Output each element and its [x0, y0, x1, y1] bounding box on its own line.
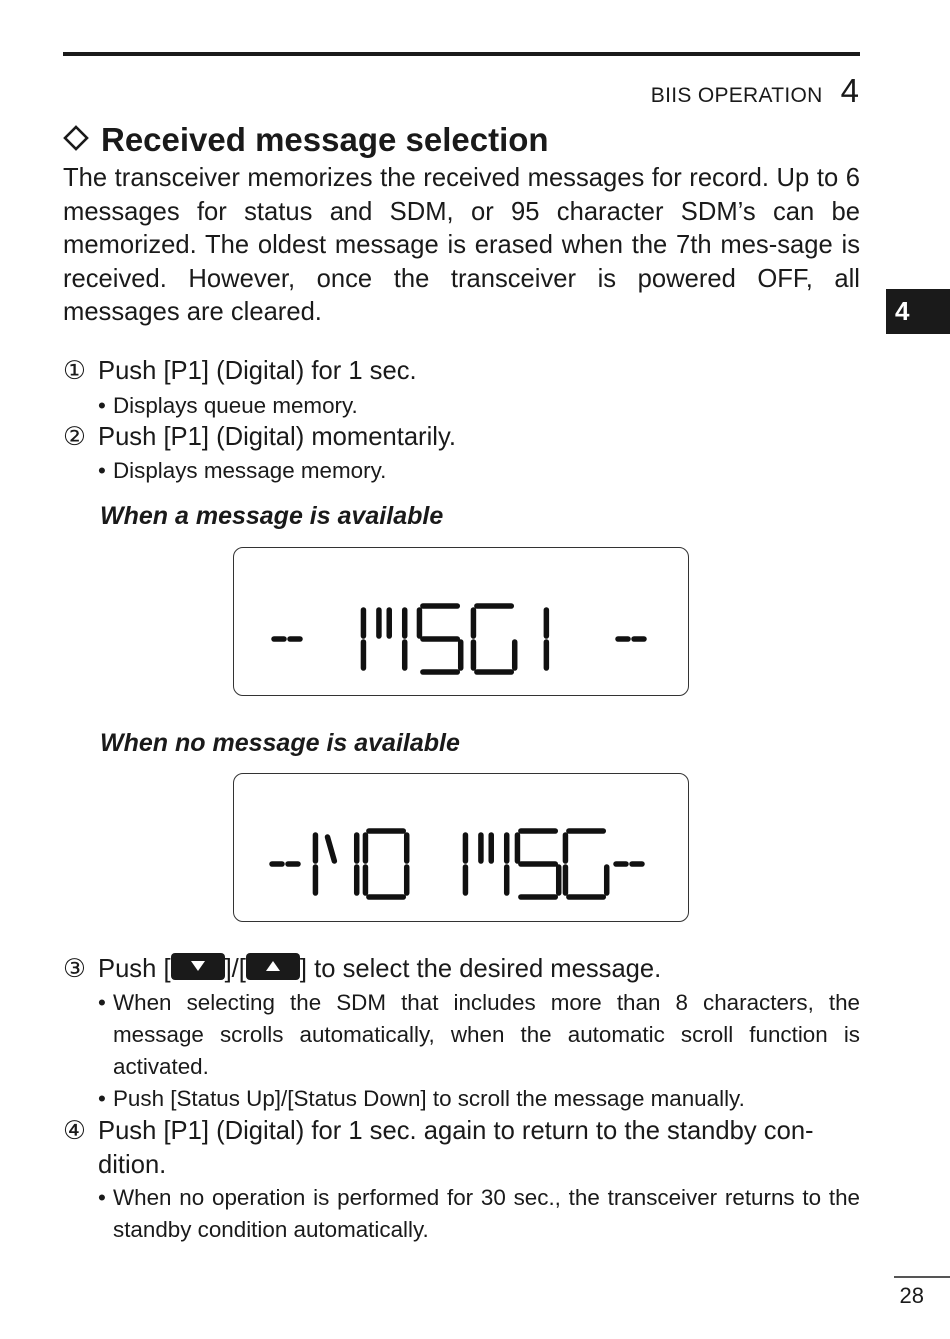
step-4-number: ④ [63, 1117, 86, 1145]
lcd-segments [234, 548, 690, 697]
down-key-icon [171, 953, 225, 980]
step-3-number: ③ [63, 955, 86, 983]
running-head-section: BIIS OPERATION [650, 84, 823, 107]
running-head [651, 72, 859, 110]
diamond-icon [63, 121, 91, 159]
bullet-text: Displays message memory. [113, 458, 387, 483]
bullet-text: Push [Status Up]/[Status Down] to scroll the message manually. [113, 1086, 745, 1111]
bullet-dot: • [98, 393, 106, 418]
lcd-display-no-message [233, 773, 689, 922]
footer-rule [894, 1276, 950, 1278]
lcd-display-message-available [233, 547, 689, 696]
bullet-dot: • [98, 1185, 106, 1210]
section-title-text: Received message selection [101, 121, 549, 158]
step-1-number: ① [63, 357, 86, 385]
bullet-text: Displays queue memory. [113, 393, 358, 418]
section-title [63, 121, 549, 159]
lcd-segments [234, 774, 690, 923]
bullet-text: When no operation is performed for 30 sec., the transceiver returns to the standby condition automatically. [113, 1185, 860, 1242]
lcd-char-n-segment [327, 837, 334, 861]
display-caption-available: When a message is available [100, 502, 444, 530]
display-caption-no-message: When no message is available [100, 729, 460, 757]
step-4 [63, 1115, 860, 1182]
step-4-text-line-1: Push [P1] (Digital) for 1 sec. again to return to the standby con- [98, 1117, 814, 1145]
step-3-bullet-1 [98, 987, 860, 1083]
bullet-dot: • [98, 990, 106, 1015]
step-4-text-line-2: dition. [98, 1150, 167, 1179]
step-2-number: ② [63, 423, 86, 451]
step-2-text: Push [P1] (Digital) momentarily. [98, 423, 456, 451]
bullet-dot: • [98, 1086, 106, 1111]
step-1-text: Push [P1] (Digital) for 1 sec. [98, 357, 417, 385]
bullet-text: When selecting the SDM that includes more than 8 characters, the message scrolls automatically, when the automatic scroll function is activated. [113, 990, 860, 1079]
step-1 [63, 355, 860, 389]
step-3-text-before: Push [ [98, 955, 171, 983]
header-rule [63, 52, 860, 56]
page-number: 28 [899, 1283, 924, 1308]
step-1-bullet-1 [98, 390, 860, 422]
intro-paragraph: The transceiver memorizes the received messages for record. Up to 6 messages for status and SDM, or 95 character SDM’s can be memorized. The oldest message is erased when the 7th mes-sage is received. However, once the transceiver is powered OFF, all messages are cleared. [63, 164, 860, 326]
step-3-text-after: ] to select the desired message. [299, 955, 662, 983]
step-3-text-middle: ]/[ [224, 955, 246, 983]
step-2 [63, 421, 860, 455]
step-3-bullet-2 [98, 1083, 860, 1115]
up-key-icon [246, 953, 300, 980]
running-head-chapter: 4 [840, 72, 859, 109]
step-2-bullet-1 [98, 455, 860, 487]
bullet-dot: • [98, 458, 106, 483]
chapter-side-tab: 4 [886, 289, 950, 334]
step-4-bullet-1 [98, 1182, 860, 1246]
step-3 [63, 953, 860, 987]
